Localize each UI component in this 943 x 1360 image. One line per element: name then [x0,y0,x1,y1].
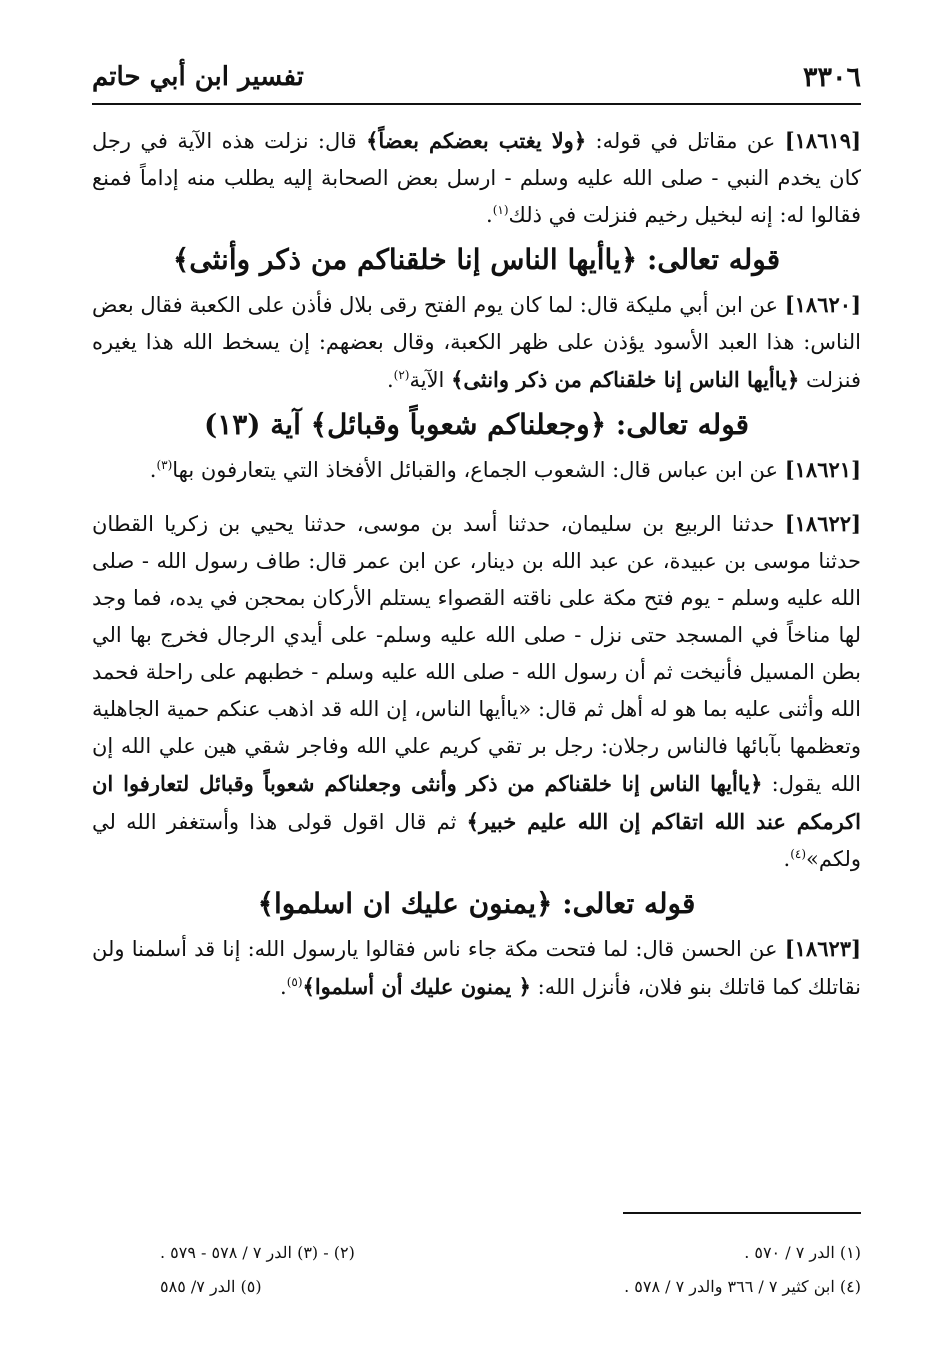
narration-text: عن ابن عباس قال: الشعوب الجماع، والقبائل الأفخاذ التي يتعارفون بها [172,458,785,482]
header-rule [92,103,861,105]
sentence-end: . [386,368,394,392]
footnote-ref: (١) [492,203,509,217]
narration-paragraph [92,505,861,878]
narration-paragraph [92,451,861,489]
sentence-end: . [280,975,287,999]
footnote-rule [623,1212,861,1214]
narration-number: [١٨٦٢١] [784,457,861,482]
footnote-ref: (٥) [286,975,303,989]
quran-quote: ﴿ياأيها الناس إنا خلقناكم من ذكر وانثى﴾ [451,367,800,392]
footnote-row [160,1270,861,1304]
sentence-end: . [149,458,157,482]
narration-paragraph [92,930,861,1006]
section-heading: قوله تعالى: ﴿يمنون عليك ان اسلموا﴾ [257,887,696,920]
narration-number: [١٨٦٢٣] [784,936,861,961]
footnote-entry: (٥) الدر ٧/ ٥٨٥ [160,1277,262,1296]
footnote-entry: (٢) - (٣) الدر ٧ / ٥٧٨ - ٥٧٩ . [160,1243,355,1262]
paragraph-gap [92,489,861,505]
section-heading: قوله تعالى: ﴿ياأيها الناس إنا خلقناكم من ذكر وأنثى﴾ [172,243,781,276]
footnote-row [160,1236,861,1270]
narration-paragraph [92,122,861,234]
narration-text: عن مقاتل في قوله: [586,129,785,153]
narration-number: [١٨٦٢٠] [784,292,861,317]
document-body [92,122,861,1006]
footnote-entry: (٤) ابن كثير ٧ / ٣٦٦ والدر ٧ / ٥٧٨ . [624,1277,861,1296]
narration-paragraph [92,286,861,399]
quran-quote: ﴿ يمنون عليك أن أسلموا﴾ [302,974,531,999]
narration-text: عن الحسن قال: لما فتحت مكة جاء ناس فقالوا يارسول الله: إنا قد أسلمنا ولن نقاتلك كما قاتلك بنو فلان، فأنزل الله: [92,937,861,999]
narration-text-after: ثم قال اقول قولى هذا وأستغفر الله لي ولكم» [92,810,861,871]
sentence-end: . [486,203,493,227]
narration-number: [١٨٦١٩] [784,128,861,153]
narration-text-after: الآية [409,368,452,392]
footnote-ref: (٢) [393,368,410,382]
quran-quote: ﴿ولا يغتب بعضكم بعضاً﴾ [366,128,587,153]
footnote-entry: (١) الدر ٧ / ٥٧٠ . [744,1243,861,1262]
sentence-end: . [783,847,791,871]
footnote-ref: (٤) [790,847,807,861]
quran-quote: ﴿ياأيها الناس إنا خلقناكم من ذكر وأنثى وجعلناكم شعوباً وقبائل لتعارفوا ان اكرمكم عند الله اتقاكم إن الله عليم خبير﴾ [92,771,862,834]
page-number: ٣٣٠٦ [802,62,861,93]
narration-text: عن ابن أبي مليكة قال: لما كان يوم الفتح رقى بلال فأذن على الكعبة فقال بعض الناس: هذا العبد الأسود يؤذن على ظهر الكعبة، وقال بعضهم: إن يسخط الله هذا يغيره فنزلت [92,293,861,392]
narration-text: حدثنا الربيع بن سليمان، حدثنا أسد بن موسى، حدثنا يحيي بن زكريا القطان حدثنا موسى بن عبيدة، عن عبد الله بن دينار، عن ابن عمر قال: طاف رسول الله - صلى الله عليه وسلم - يوم فتح مكة على ناقته القصواء يستلم الأركان بمحجن في يده، فما وجد لها مناخاً في المسجد حتى نزل - صلى الله عليه وسلم- على أيدي الرجال فخرج بها الي بطن المسيل فأنيخت ثم أن رسول الله - صلى الله عليه وسلم - خطبهم على راحلة فحمد الله وأثنى عليه بما هو له أهل ثم قال: «ياأيها الناس، إن الله قد اذهب عنكم حمية الجاهلية وتعظمها بآبائها فالناس رجلان: رجل بر تقي كريم علي الله وفاجر شقي هين علي الله إن الله يقول: [92,512,862,796]
running-title: تفسير ابن أبي حاتم [92,62,304,92]
footnote-ref: (٣) [156,458,173,472]
section-heading: قوله تعالى: ﴿وجعلناكم شعوباً وقبائل﴾ آية (١٣) [203,408,750,441]
footnotes [160,1236,861,1304]
narration-text-after: قال: نزلت هذه الآية في رجل كان يخدم النبي - صلى الله عليه وسلم - ارسل بعض الصحابة إليه يطلب منه إداماً فمنع فقالوا له: إنه لبخيل رخيم فنزلت في ذلك [92,129,861,227]
narration-number: [١٨٦٢٢] [784,511,861,536]
page-header [92,58,861,104]
